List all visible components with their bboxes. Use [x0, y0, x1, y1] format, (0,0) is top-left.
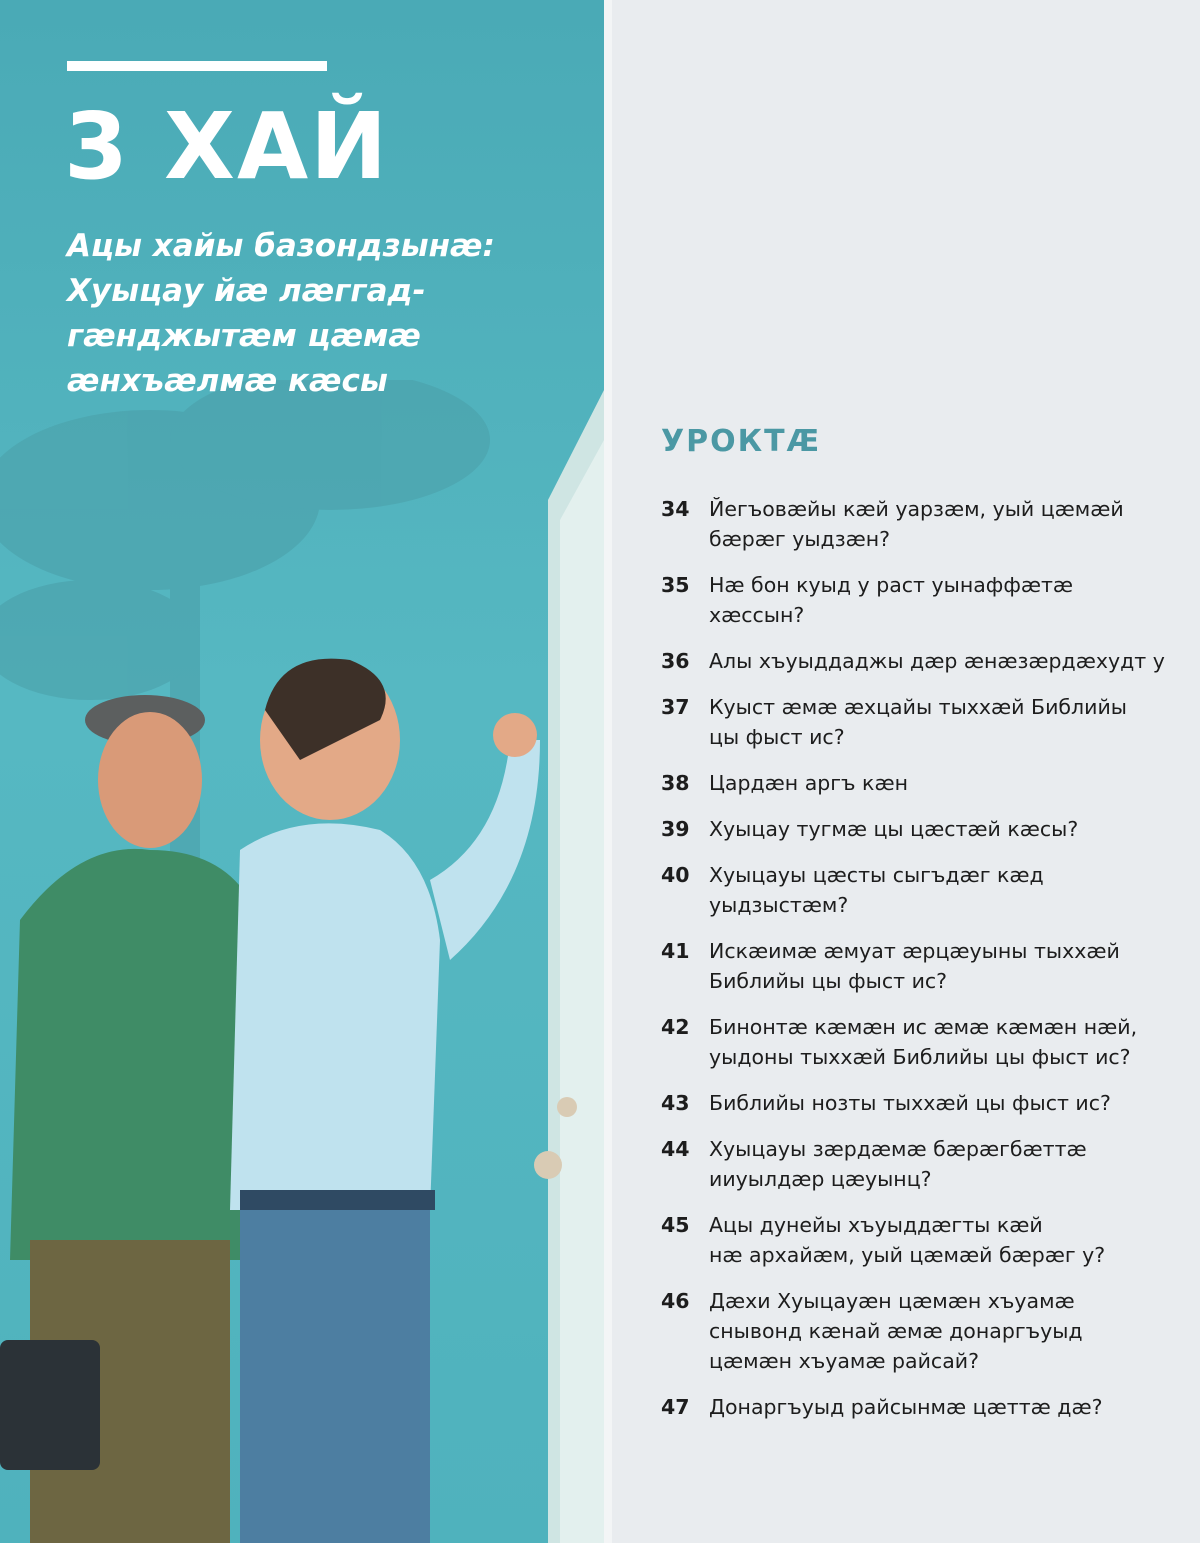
lesson-title-line: Искæимæ æмуат æрцæуыны тыххæй — [709, 939, 1120, 963]
lesson-number: 38 — [661, 771, 690, 795]
lesson-item[interactable] — [661, 646, 1181, 676]
lesson-item[interactable] — [661, 814, 1181, 844]
lesson-number: 42 — [661, 1015, 690, 1039]
lesson-item[interactable] — [661, 768, 1181, 798]
lesson-title — [709, 570, 1073, 630]
tree-silhouette — [0, 380, 490, 880]
lesson-title-line: нæ архайæм, уый цæмæй бæрæг у? — [709, 1243, 1106, 1267]
lesson-title — [709, 1012, 1137, 1072]
page-divider — [604, 0, 612, 1543]
older-man — [0, 695, 250, 1543]
lesson-item[interactable] — [661, 1286, 1181, 1376]
lesson-title-line: Алы хъуыддаджы дæр æнæзæрдæхудт у — [709, 649, 1165, 673]
subtitle-line: æнхъæлмæ кæсы — [67, 363, 388, 399]
door — [534, 390, 604, 1543]
lesson-title-line: Хуыцауы зæрдæмæ бæрæгбæттæ — [709, 1137, 1087, 1161]
lesson-item[interactable] — [661, 1210, 1181, 1270]
lessons-heading: УРОКТÆ — [661, 424, 822, 459]
lesson-number: 37 — [661, 695, 690, 719]
lesson-title-line: Йегъовæйы кæй уарзæм, уый цæмæй — [709, 497, 1124, 521]
lesson-title-line: ииуылдæр цæуынц? — [709, 1167, 932, 1191]
lesson-title — [709, 860, 1044, 920]
lesson-number: 40 — [661, 863, 690, 887]
lesson-title-line: Библийы цы фыст ис? — [709, 969, 948, 993]
lesson-title-line: Ацы дунейы хъуыддæгты кæй — [709, 1213, 1043, 1237]
lesson-number: 44 — [661, 1137, 690, 1161]
lesson-title-line: бæрæг уыдзæн? — [709, 527, 891, 551]
subtitle-line: гæнджытæм цæмæ — [67, 318, 421, 354]
subtitle-line: Хуыцау йæ лæггад- — [67, 273, 426, 309]
lessons-list — [661, 494, 1181, 1438]
lesson-item[interactable] — [661, 1012, 1181, 1072]
lesson-number: 36 — [661, 649, 690, 673]
part-title: 3 ХАЙ — [64, 93, 390, 200]
lesson-item[interactable] — [661, 860, 1181, 920]
lesson-title-line: Нæ бон куыд у раст уынаффæтæ — [709, 573, 1074, 597]
lesson-title — [709, 1134, 1087, 1194]
lesson-number: 47 — [661, 1395, 690, 1419]
lesson-item[interactable] — [661, 936, 1181, 996]
lesson-title — [709, 1088, 1111, 1118]
lesson-item[interactable] — [661, 692, 1181, 752]
subtitle-line: Ацы хайы базондзынæ: — [67, 228, 495, 264]
lesson-title — [709, 1210, 1105, 1270]
lesson-item[interactable] — [661, 494, 1181, 554]
lesson-title — [709, 494, 1124, 554]
lesson-title-line: уыдоны тыххæй Библийы цы фыст ис? — [709, 1045, 1131, 1069]
lesson-title-line: Бинонтæ кæмæн ис æмæ кæмæн нæй, — [709, 1015, 1138, 1039]
illustration-two-men-knocking-door — [0, 380, 604, 1543]
lesson-title — [709, 646, 1165, 676]
lesson-item[interactable] — [661, 1088, 1181, 1118]
lesson-number: 41 — [661, 939, 690, 963]
lesson-number: 46 — [661, 1289, 690, 1313]
lesson-item[interactable] — [661, 1392, 1181, 1422]
lesson-title-line: Хуыцау тугмæ цы цæстæй кæсы? — [709, 817, 1079, 841]
lesson-title-line: Донаргъуыд райсынмæ цæттæ дæ? — [709, 1395, 1103, 1419]
lesson-title — [709, 692, 1127, 752]
lesson-title — [709, 1286, 1083, 1376]
lesson-title-line: Хуыцауы цæсты сыгъдæг кæд — [709, 863, 1044, 887]
lesson-title-line: цы фыст ис? — [709, 725, 845, 749]
lesson-title-line: уыдзыстæм? — [709, 893, 849, 917]
lesson-title — [709, 1392, 1102, 1422]
lesson-item[interactable] — [661, 1134, 1181, 1194]
title-rule — [67, 61, 327, 71]
lesson-title-line: Цардæн аргъ кæн — [709, 771, 908, 795]
lesson-title-line: Куыст æмæ æхцайы тыххæй Библийы — [709, 695, 1127, 719]
lesson-title-line: хæссын? — [709, 603, 805, 627]
lesson-number: 45 — [661, 1213, 690, 1237]
younger-man — [230, 659, 540, 1543]
lesson-number: 35 — [661, 573, 690, 597]
lesson-title-line: снывонд кæнай æмæ донаргъуыд — [709, 1319, 1083, 1343]
lesson-number: 34 — [661, 497, 690, 521]
lesson-title — [709, 814, 1078, 844]
lesson-title — [709, 768, 908, 798]
lesson-number: 43 — [661, 1091, 690, 1115]
lesson-title-line: Библийы нозты тыххæй цы фыст ис? — [709, 1091, 1111, 1115]
lesson-title-line: Дæхи Хуыцауæн цæмæн хъуамæ — [709, 1289, 1075, 1313]
lesson-title — [709, 936, 1120, 996]
part-subtitle — [67, 224, 495, 404]
lesson-title-line: цæмæн хъуамæ райсай? — [709, 1349, 979, 1373]
lesson-item[interactable] — [661, 570, 1181, 630]
lesson-number: 39 — [661, 817, 690, 841]
